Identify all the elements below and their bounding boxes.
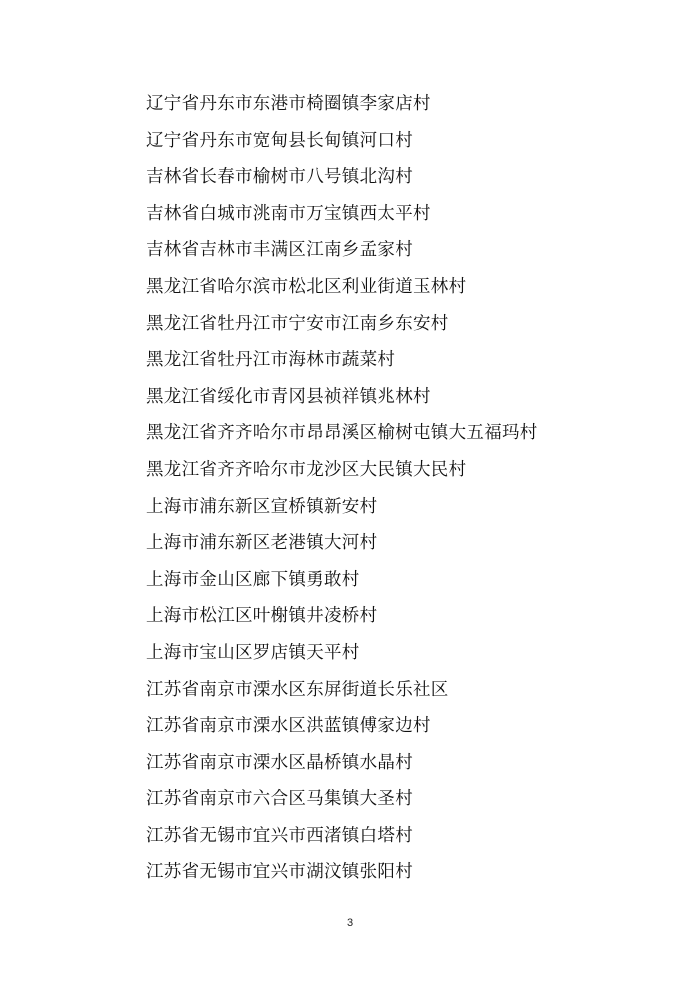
list-item: 上海市金山区廊下镇勇敢村 <box>146 569 360 590</box>
list-item: 黑龙江省牡丹江市宁安市江南乡东安村 <box>146 313 449 334</box>
list-item: 吉林省白城市洮南市万宝镇西太平村 <box>146 203 431 224</box>
list-item: 黑龙江省绥化市青冈县祯祥镇兆林村 <box>146 386 431 407</box>
page-number: 3 <box>346 917 354 929</box>
list-item: 江苏省无锡市宜兴市西渚镇白塔村 <box>146 825 413 846</box>
list-item: 上海市松江区叶榭镇井凌桥村 <box>146 606 378 627</box>
list-item: 上海市宝山区罗店镇天平村 <box>146 642 360 663</box>
village-list <box>146 86 538 891</box>
list-item: 江苏省南京市溧水区东屏街道长乐社区 <box>146 679 449 700</box>
list-item: 辽宁省丹东市宽甸县长甸镇河口村 <box>146 130 413 151</box>
list-item: 江苏省南京市溧水区洪蓝镇傅家边村 <box>146 716 431 737</box>
list-item: 辽宁省丹东市东港市椅圈镇李家店村 <box>146 94 431 114</box>
list-item: 黑龙江省牡丹江市海林市蔬菜村 <box>146 350 396 371</box>
list-item: 黑龙江省齐齐哈尔市昂昂溪区榆树屯镇大五福玛村 <box>146 423 538 444</box>
list-item: 黑龙江省哈尔滨市松北区利业街道玉林村 <box>146 276 467 297</box>
list-item: 黑龙江省齐齐哈尔市龙沙区大民镇大民村 <box>146 459 467 480</box>
list-item: 江苏省南京市溧水区晶桥镇水晶村 <box>146 752 413 773</box>
list-item: 江苏省无锡市宜兴市湖汶镇张阳村 <box>146 862 413 883</box>
list-item: 上海市浦东新区宣桥镇新安村 <box>146 496 378 517</box>
list-item: 吉林省吉林市丰满区江南乡孟家村 <box>146 240 413 261</box>
list-item: 上海市浦东新区老港镇大河村 <box>146 533 378 554</box>
list-item: 吉林省长春市榆树市八号镇北沟村 <box>146 167 413 188</box>
list-item: 江苏省南京市六合区马集镇大圣村 <box>146 789 413 810</box>
